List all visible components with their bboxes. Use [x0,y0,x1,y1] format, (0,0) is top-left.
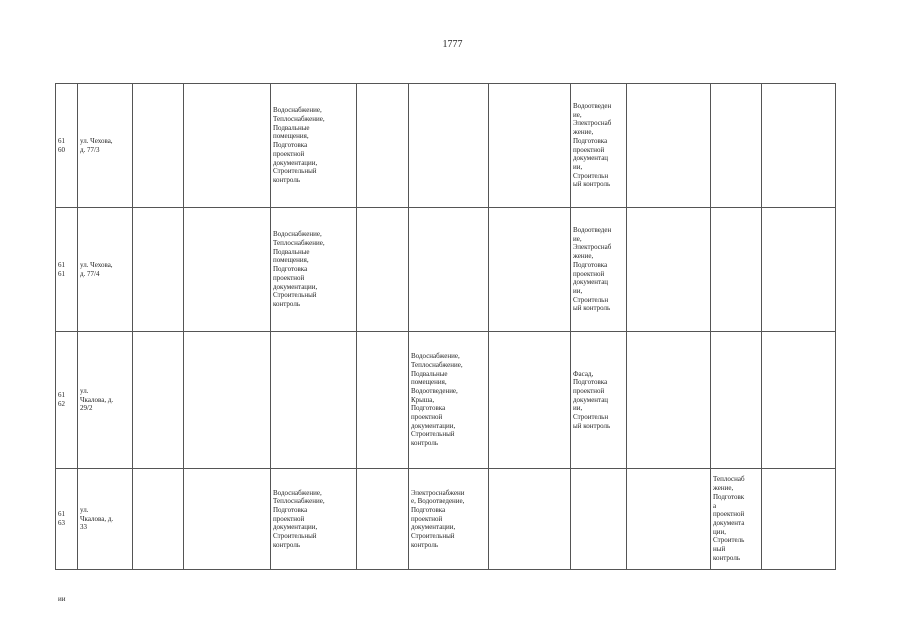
works-cell [571,469,627,570]
works-cell: Водоснабжение, Теплоснабжение, Подготовка проектной документации, Строительный контроль [271,469,357,570]
works-cell [711,208,762,332]
works-cell [711,84,762,208]
footer-mark: ии [58,595,66,603]
address-cell: ул. Чехова, д. 77/4 [78,208,133,332]
works-cell: Водоснабжение, Теплоснабжение, Подвальные помещения, Подготовка проектной документации, Строительный контроль [271,208,357,332]
works-cell: Теплоснаб жение, Подготовк а проектной документа ции, Строитель ный контроль [711,469,762,570]
address-cell: ул. Чкалова, д. 29/2 [78,332,133,469]
table-row [56,84,836,208]
works-cell: Фасад, Подготовка проектной документац ии, Строительн ый контроль [571,332,627,469]
page-number: 1777 [442,39,463,50]
address-cell: ул. Чкалова, д. 33 [78,469,133,570]
works-cell: Водоотведен ие, Электроснаб жение, Подготовка проектной документац ии, Строительн ый контроль [571,84,627,208]
row-number: 61 61 [56,208,78,332]
works-cell: Водоснабжение, Теплоснабжение, Подвальные помещения, Водоотведение, Крыша, Подготовка проектной документации, Строительный контроль [409,332,489,469]
repair-schedule-table [55,83,836,570]
works-cell: Водоотведен ие, Электроснаб жение, Подготовка проектной документац ии, Строительн ый контроль [571,208,627,332]
table-row [56,332,836,469]
works-cell [271,332,357,469]
works-cell: Водоснабжение, Теплоснабжение, Подвальные помещения, Подготовка проектной документации, Строительный контроль [271,84,357,208]
table-row [56,208,836,332]
works-cell: Электроснабжени е, Водоотведение, Подготовка проектной документации, Строительный контроль [409,469,489,570]
works-cell [409,84,489,208]
row-number: 61 60 [56,84,78,208]
works-cell [409,208,489,332]
row-number: 61 63 [56,469,78,570]
works-cell [711,332,762,469]
row-number: 61 62 [56,332,78,469]
address-cell: ул. Чехова, д. 77/3 [78,84,133,208]
table-row [56,469,836,570]
